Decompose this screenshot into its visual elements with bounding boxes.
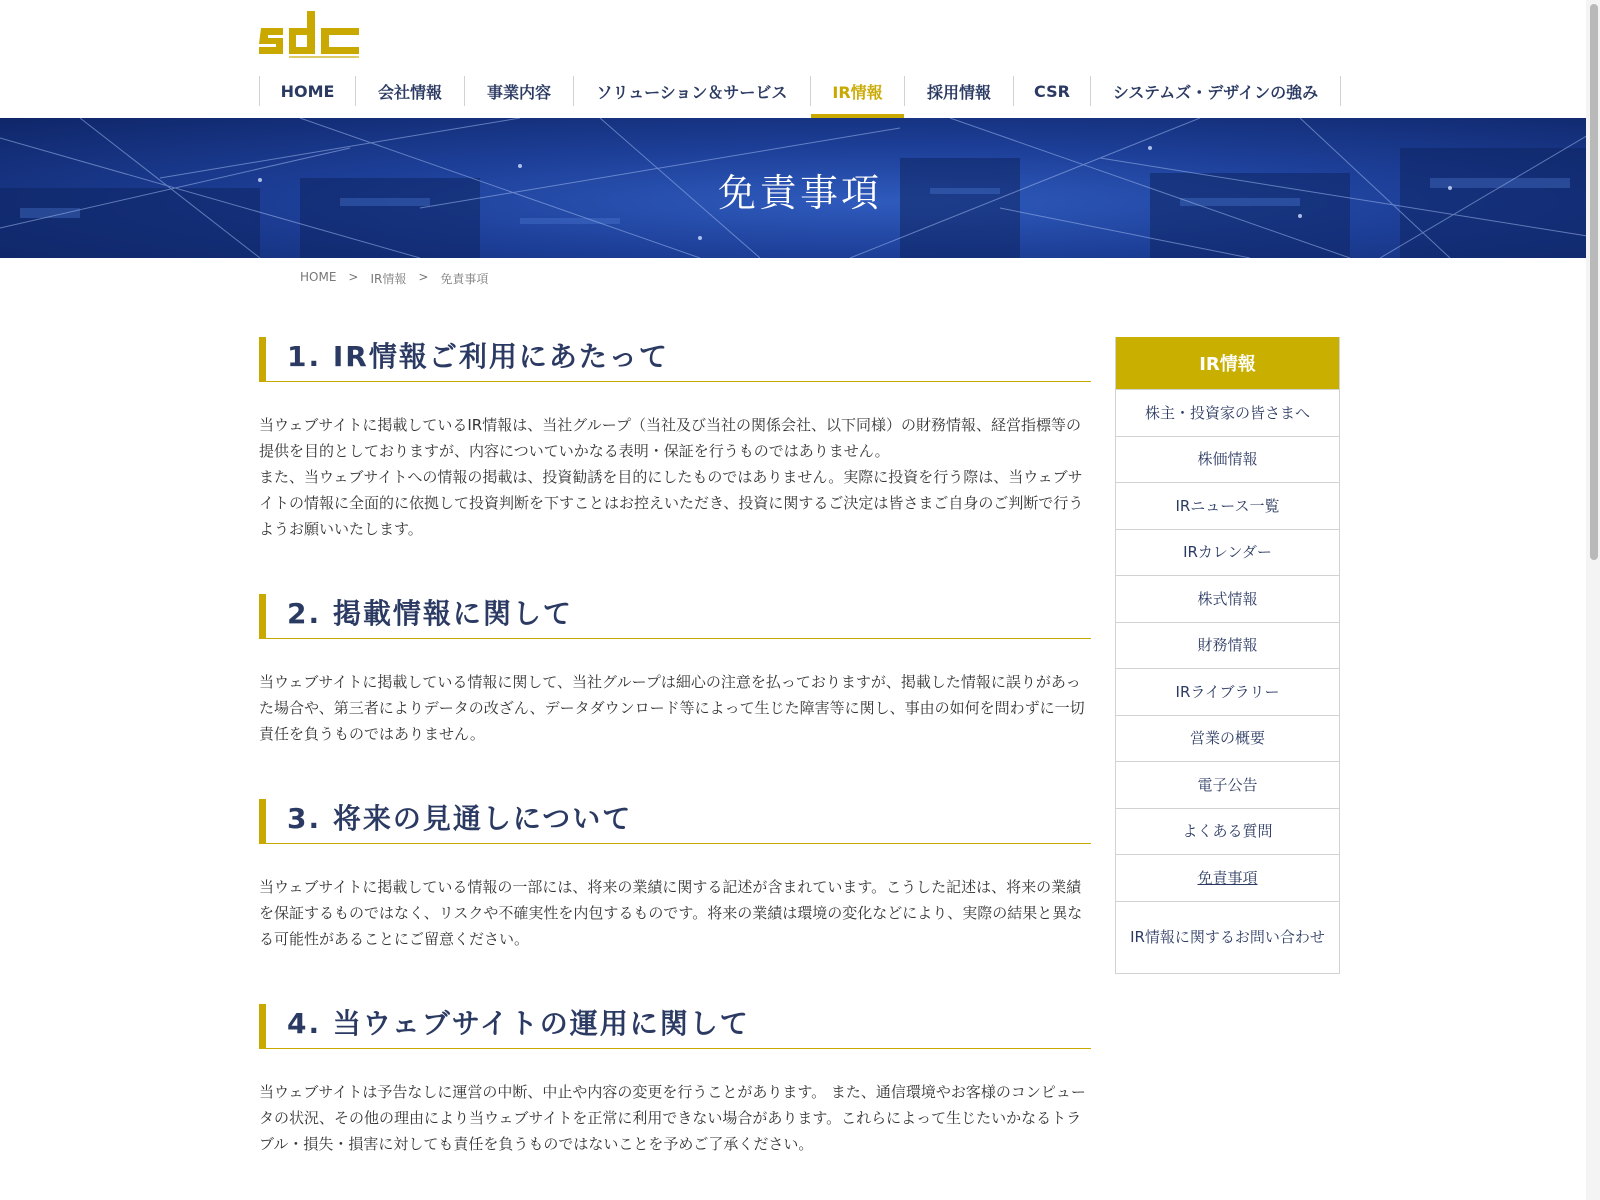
section-site-operation: [259, 1004, 1091, 1157]
section-published-info: [259, 594, 1091, 747]
nav-company[interactable]: 会社情報: [355, 76, 464, 106]
site-header: [0, 0, 1600, 118]
paragraph: また、当ウェブサイトへの情報の掲載は、投資勧誘を目的にしたものではありません。実際に投資を行う際は、当ウェブサイトの情報に全面的に依拠して投資判断を下すことはお控えいただき、投資に関するご決定は皆さまご自身のご判断で行うようお願いいたします。: [259, 468, 1084, 538]
page-hero-banner: [0, 118, 1600, 258]
section-heading: 1. IR情報ご利用にあたって: [259, 337, 1091, 382]
sidebar-item-shareholders[interactable]: 株主・投資家の皆さまへ: [1116, 389, 1339, 436]
sidebar-item-business-overview[interactable]: 営業の概要: [1116, 715, 1339, 762]
section-heading: 3. 将来の見通しについて: [259, 799, 1091, 844]
section-body: [259, 669, 1091, 747]
sidebar-item-ir-contact[interactable]: IR情報に関するお問い合わせ: [1116, 901, 1339, 973]
sidebar-item-faq[interactable]: よくある質問: [1116, 808, 1339, 855]
sidebar-item-financial[interactable]: 財務情報: [1116, 622, 1339, 669]
breadcrumb-current: 免責事項: [440, 272, 489, 286]
section-heading: 4. 当ウェブサイトの運用に関して: [259, 1004, 1091, 1049]
section-body: [259, 412, 1091, 542]
nav-home[interactable]: HOME: [259, 76, 355, 106]
section-ir-usage: [259, 337, 1091, 542]
section-forward-looking: [259, 799, 1091, 952]
page-title: 免責事項: [717, 171, 882, 215]
nav-recruit[interactable]: 採用情報: [904, 76, 1013, 106]
sidebar-item-stock-price[interactable]: 株価情報: [1116, 436, 1339, 483]
sidebar-item-e-notice[interactable]: 電子公告: [1116, 761, 1339, 808]
sidebar-item-ir-calendar[interactable]: IRカレンダー: [1116, 529, 1339, 576]
paragraph: 当ウェブサイトに掲載している情報に関して、当社グループは細心の注意を払っておりますが、掲載した情報に誤りがあった場合や、第三者によりデータの改ざん、データダウンロード等によって生じた障害等に関し、事由の如何を問わずに一切責任を負うものではありません。: [259, 673, 1085, 743]
nav-business[interactable]: 事業内容: [464, 76, 573, 106]
sidebar-item-ir-news[interactable]: IRニュース一覧: [1116, 482, 1339, 529]
sidebar-item-stock-info[interactable]: 株式情報: [1116, 575, 1339, 622]
sidebar-item-ir-library[interactable]: IRライブラリー: [1116, 668, 1339, 715]
sidebar-title[interactable]: IR情報: [1116, 337, 1339, 389]
sdc-logo[interactable]: [259, 10, 361, 62]
scrollbar-thumb[interactable]: [1590, 4, 1598, 560]
breadcrumb-separator: >: [418, 270, 429, 284]
global-nav: [259, 74, 1341, 118]
page-scrollbar[interactable]: [1586, 0, 1600, 1200]
paragraph: 当ウェブサイトに掲載しているIR情報は、当社グループ（当社及び当社の関係会社、以下同様）の財務情報、経営指標等の提供を目的としておりますが、内容についていかなる表明・保証を行うものではありません。: [259, 416, 1082, 460]
ir-sidebar-menu: [1115, 337, 1340, 974]
paragraph: 当ウェブサイトは予告なしに運営の中断、中止や内容の変更を行うことがあります。 また、通信環境やお客様のコンピュータの状況、その他の理由により当ウェブサイトを正常に利用できない場合があります。これらによって生じたいかなるトラブル・損失・損害に対しても責任を負うものではないことを予めご了承ください。: [259, 1083, 1086, 1153]
sidebar-item-disclaimer[interactable]: 免責事項: [1116, 854, 1339, 901]
breadcrumb-home[interactable]: HOME: [300, 270, 337, 284]
nav-solutions[interactable]: ソリューション＆サービス: [573, 76, 810, 106]
nav-strengths[interactable]: システムズ・デザインの強み: [1090, 76, 1341, 106]
breadcrumb-ir[interactable]: IR情報: [370, 272, 407, 286]
nav-ir[interactable]: IR情報: [810, 76, 904, 106]
nav-csr[interactable]: CSR: [1013, 76, 1090, 106]
section-body: [259, 1079, 1091, 1157]
main-content: [259, 337, 1091, 1200]
breadcrumb: [300, 270, 488, 287]
breadcrumb-separator: >: [348, 270, 359, 284]
paragraph: 当ウェブサイトに掲載している情報の一部には、将来の業績に関する記述が含まれています。こうした記述は、将来の業績を保証するものではなく、リスクや不確実性を内包するものです。将来の業績は環境の変化などにより、実際の結果と異なる可能性があることにご留意ください。: [259, 878, 1083, 948]
section-body: [259, 874, 1091, 952]
section-heading: 2. 掲載情報に関して: [259, 594, 1091, 639]
